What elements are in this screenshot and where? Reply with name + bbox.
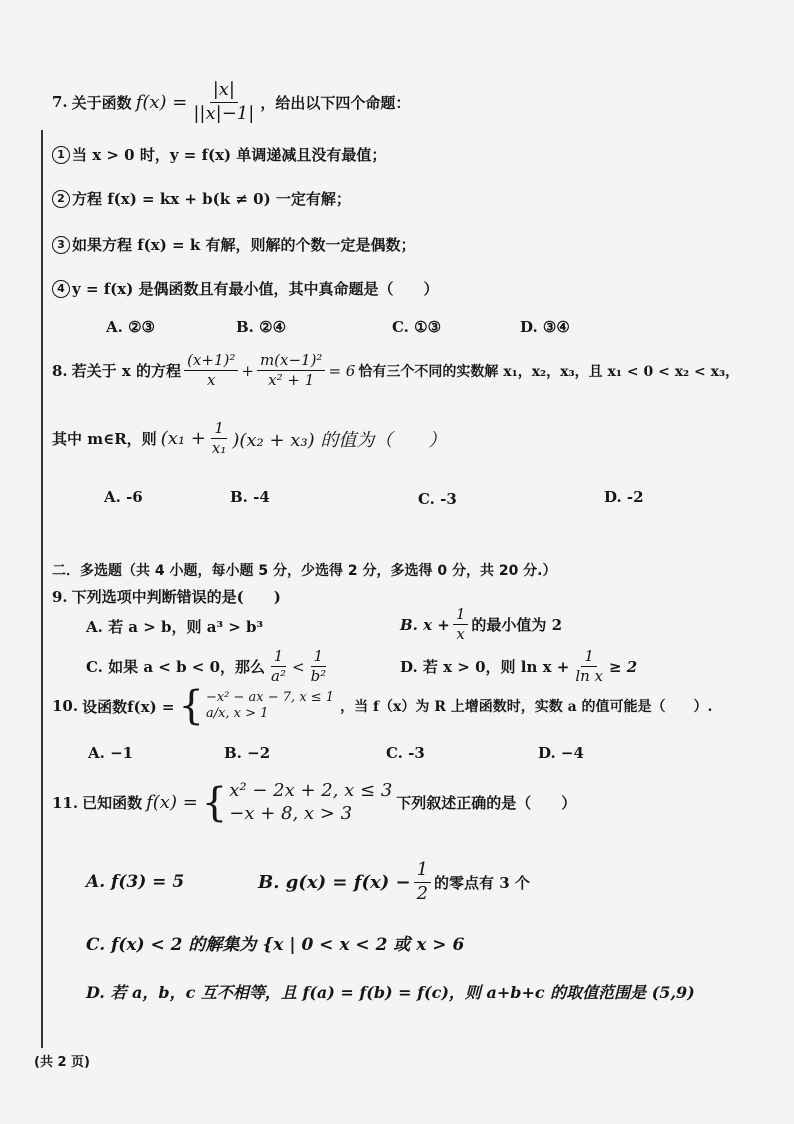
q11-number: 11.: [52, 793, 79, 812]
q11-piece-1: x² − 2x + 2, x ≤ 3: [229, 780, 393, 801]
q7-prop-3: [52, 234, 415, 255]
q7-prop-1-text: 当 x > 0 时，y = f(x) 单调递减且没有最值；: [72, 146, 387, 164]
q11-b-fraction: [414, 860, 431, 904]
q9-option-b: [400, 606, 562, 644]
circled-number-3: 3: [52, 236, 70, 254]
circled-number-2: 2: [52, 190, 70, 208]
q8-lead: 若关于 x 的方程: [71, 362, 182, 381]
q9-b-fraction: [453, 606, 469, 644]
q10-option-c: C. -3: [386, 744, 425, 762]
q8-f3-num: 1: [211, 420, 227, 439]
q11-piece-2: −x + 8, x > 3: [229, 802, 353, 824]
q8-option-d: D. -2: [604, 488, 644, 506]
q8-option-b: B. -4: [230, 488, 270, 506]
q9-stem: [52, 586, 281, 607]
q9-d-lead: D. 若 x > 0，则 ln x +: [400, 658, 570, 677]
q9-c-n2: 1: [311, 648, 327, 667]
q9-d-tail: ≥ 2: [609, 657, 638, 676]
q7-prop-4: [52, 278, 439, 299]
q9-d-den: ln x: [575, 667, 604, 686]
q7-tail: ，给出以下四个命题：: [260, 93, 411, 112]
q9-b-tail: 的最小值为 2: [471, 616, 563, 635]
q8-f1-den: x: [206, 371, 216, 390]
q11-option-b: [258, 860, 530, 904]
q7-prop-3-text: 如果方程 f(x) = k 有解，则解的个数一定是偶数；: [72, 236, 416, 254]
q8-equals: = 6: [328, 361, 356, 380]
q11-lhs: f(x) =: [146, 792, 198, 813]
circled-number-4: 4: [52, 280, 70, 298]
q7-option-a: A. ②③: [106, 318, 155, 336]
q7-lhs: f(x) =: [135, 91, 188, 113]
q9-c-d2: b²: [310, 667, 327, 686]
q7-stem: [52, 80, 410, 124]
q11-b-lead: B. g(x) = f(x) −: [258, 871, 411, 893]
page-count-footer: (共 2 页): [34, 1055, 90, 1070]
q11-tail: 下列叙述正确的是（ ）: [396, 794, 577, 812]
q8-number: 8.: [52, 361, 68, 380]
q10-lead: 设函数f(x) =: [82, 697, 175, 716]
q11-b-num: 1: [414, 860, 431, 883]
section-2-heading: 二．多选题（共 4 小题，每小题 5 分，少选得 2 分，多选得 0 分，共 20 分.）: [52, 563, 557, 579]
q8-fraction-3: [209, 420, 229, 458]
q9-d-fraction: [572, 648, 606, 686]
q10-pieces: [206, 690, 334, 723]
q9-c-fraction-1: [268, 648, 289, 686]
q8-paren-close: )(x₂ + x₃) 的值为（ ）: [232, 429, 447, 451]
q8-option-a: A. -6: [104, 488, 143, 506]
circled-number-1: 1: [52, 146, 70, 164]
q7-fraction: [190, 80, 257, 124]
q7-lead: 关于函数: [71, 93, 132, 112]
q11-pieces: [229, 780, 392, 825]
q7-number: 7.: [52, 93, 68, 112]
q9-option-d: [400, 648, 637, 686]
q7-frac-num: |x|: [210, 80, 238, 103]
left-margin-line: [41, 130, 43, 1048]
q10-option-b: B. −2: [224, 744, 271, 762]
q9-stem-text: 下列选项中判断错误的是( ): [71, 588, 281, 606]
q8-line2: [52, 420, 446, 458]
q10-stem: [52, 683, 713, 729]
q7-prop-4-text: y = f(x) 是偶函数且有最小值，其中真命题是（ ）: [72, 280, 439, 298]
q7-prop-2: [52, 188, 351, 209]
q8-option-c: C. -3: [418, 490, 457, 508]
left-brace-icon: {: [201, 779, 228, 826]
q10-number: 10.: [52, 697, 79, 715]
q8-stem: [52, 352, 739, 390]
q9-c-d1: a²: [271, 667, 286, 686]
q10-option-d: D. −4: [538, 744, 584, 762]
q8-plus: +: [241, 361, 254, 380]
q8-f2-den: x² + 1: [268, 371, 315, 390]
q9-d-num: 1: [581, 648, 597, 667]
q11-b-tail: 的零点有 3 个: [434, 873, 530, 892]
q10-piece-2: a/x, x > 1: [205, 706, 269, 721]
q9-option-a: A. 若 a > b，则 a³ > b³: [86, 618, 264, 636]
q7-frac-den: ||x|−1|: [193, 102, 255, 124]
q8-f3-den: x₁: [211, 439, 227, 458]
q10-piece-1: −x² − ax − 7, x ≤ 1: [205, 689, 335, 705]
q11-option-c: C. f(x) < 2 的解集为 {x | 0 < x < 2 或 x > 6: [86, 935, 465, 955]
q7-option-b: B. ②④: [236, 318, 287, 336]
q9-c-fraction-2: [308, 648, 330, 686]
q10-tail: ，当 f（x）为 R 上增函数时，实数 a 的值可能是（ ）.: [340, 699, 713, 715]
q8-fraction-1: [184, 352, 238, 390]
q9-b-den: x: [456, 625, 465, 644]
q9-b-lead: B. x +: [400, 615, 450, 634]
q11-option-d: D. 若 a，b，c 互不相等，且 f(a) = f(b) = f(c)，则 a+b+c 的取值范围是 (5,9): [86, 983, 695, 1002]
q8-paren-open: (x₁ +: [160, 428, 206, 450]
left-brace-icon: {: [178, 683, 204, 729]
q9-b-num: 1: [453, 606, 469, 625]
q8-tail: 恰有三个不同的实数解 x₁，x₂，x₃，且 x₁ < 0 < x₂ < x₃，: [358, 363, 740, 380]
q10-option-a: A. −1: [88, 744, 134, 762]
q8-f2-num: m(x−1)²: [257, 352, 326, 371]
q11-option-a: A. f(3) = 5: [86, 872, 185, 892]
q9-number: 9.: [52, 587, 68, 606]
q9-c-lead: C. 如果 a < b < 0，那么: [86, 658, 266, 677]
q11-b-den: 2: [416, 882, 429, 904]
q7-option-c: C. ①③: [392, 318, 442, 336]
q9-c-n1: 1: [271, 648, 287, 667]
q9-c-lt: <: [291, 657, 305, 676]
q7-prop-1: [52, 144, 386, 165]
q9-option-c: [86, 648, 332, 686]
q8-fraction-2: [257, 352, 326, 390]
q11-lead: 已知函数: [82, 794, 143, 812]
q8-f1-num: (x+1)²: [184, 352, 238, 371]
q7-prop-2-text: 方程 f(x) = kx + b(k ≠ 0) 一定有解；: [72, 190, 351, 208]
q7-option-d: D. ③④: [520, 318, 570, 336]
q11-stem: [52, 780, 576, 825]
q8-line2-lead: 其中 m∈R，则: [52, 430, 157, 449]
